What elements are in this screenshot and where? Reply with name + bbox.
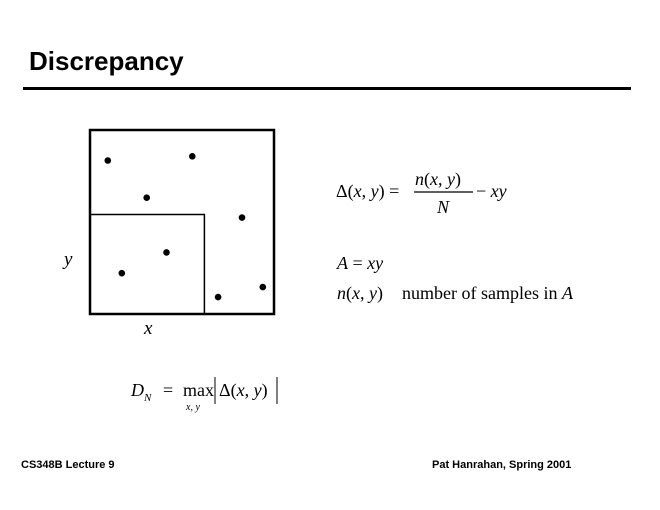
delta-lhs: Δ(x, y) = — [336, 181, 400, 201]
sample-point — [105, 157, 112, 164]
count-symbol: n(x, y) — [337, 283, 383, 303]
sample-point — [143, 194, 150, 201]
y-axis-label: y — [64, 249, 73, 270]
sample-points — [105, 153, 267, 300]
discrepancy-argument: Δ(x, y) — [219, 380, 268, 400]
sample-point — [189, 153, 196, 160]
discrepancy-lhs-subscript: N — [144, 392, 152, 404]
area-equation: A = xy — [337, 253, 384, 273]
discrepancy-lhs: D — [131, 380, 144, 400]
subregion-a — [90, 215, 204, 315]
delta-numerator: n(x, y) — [415, 169, 461, 189]
discrepancy-equation — [130, 377, 277, 413]
sample-point — [119, 270, 126, 277]
discrepancy-equals: = — [163, 380, 174, 400]
sample-point — [239, 214, 246, 221]
slide-title: Discrepancy — [29, 46, 184, 76]
count-definition — [337, 283, 574, 304]
delta-denominator: N — [437, 197, 450, 217]
sample-point — [215, 294, 222, 301]
delta-equation — [336, 169, 507, 217]
count-description: number of samples in A — [402, 283, 573, 303]
sample-point — [163, 249, 170, 256]
footer-course: CS348B Lecture 9 — [21, 459, 115, 471]
max-subscript: x, y — [186, 402, 200, 413]
x-axis-label: x — [144, 318, 153, 339]
delta-rhs: − xy — [476, 181, 507, 201]
max-operator: max — [183, 380, 214, 400]
sample-point — [260, 284, 267, 291]
footer-author: Pat Hanrahan, Spring 2001 — [432, 459, 572, 471]
unit-square — [90, 130, 274, 314]
